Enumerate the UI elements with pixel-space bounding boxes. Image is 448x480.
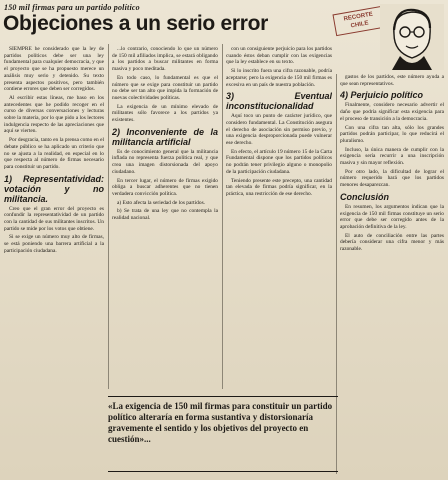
paragraph: SIEMPRE he considerado que la ley de partidos políticos debe ser una ley fundamental para cualquier democracia, y que el proyecto que se ha propuesto merece un análisis muy serio y detenido. Su texto presenta aspectos positivos, pero también contiene errores que deben ser corregidos.	[4, 46, 104, 93]
paragraph: En todo caso, lo fundamental es que el número que se exige para constituir un partido no debe ser tan alto que impida la formación de nuevas colectividades políticas.	[112, 74, 218, 101]
paragraph: Aquí toco un punto de carácter jurídico, que considero fundamental. La Constitución asegura el derecho de asociación sin permiso previo, y una exigencia desproporcionada puede vulnerar ese derecho.	[226, 113, 332, 147]
stamp-line-2: CHILE	[350, 20, 370, 30]
paragraph: El auto de conciliación entre las partes debería considerar una cifra menor y más razonable.	[340, 232, 444, 253]
column-4	[340, 74, 444, 476]
paragraph: Si lo inscrito fuera una cifra razonable, podría aceptarse; pero la exigencia de 150 mil firmas es excesiva en un país de nuestra población.	[226, 68, 332, 88]
paragraph: Finalmente, considero necesario advertir el daño que podría significar esta exigencia para el proceso de transición a la democracia.	[340, 102, 444, 122]
paragraph: Si se exige un número muy alto de firmas, se está poniendo una barrera artificial a la participación ciudadana.	[4, 234, 104, 254]
paragraph: Incluso, la única manera de cumplir con la exigencia sería recurrir a una inscripción masiva y sin mayor reflexión.	[340, 146, 444, 167]
paragraph: En tercer lugar, el número de firmas exigido obliga a buscar adherentes que no tienen verdadera convicción política.	[112, 177, 218, 197]
paragraph: b) Se trata de una ley que no contempla la realidad nacional.	[112, 208, 218, 222]
section-subhead: 3) Eventual inconstitucionalidad	[226, 91, 332, 112]
author-portrait	[380, 4, 444, 70]
paragraph: Por otro lado, la dificultad de lograr el número requerido hará que los partidos menores desaparezcan.	[340, 168, 444, 189]
paragraph: Por desgracia, tanto en la prensa como en el debate público se ha aplicado un criterio que no se ajusta a la realidad, en especial en lo que respecta al número de firmas necesario para constituir un partido.	[4, 137, 104, 170]
article-headline: Objeciones a un serio error	[3, 12, 268, 35]
section-subhead: 2) Inconveniente de la militancia artificial	[112, 126, 218, 147]
section-subhead: 4) Perjuicio político	[340, 90, 424, 101]
paragraph: a) Esto afecta la seriedad de los partidos.	[117, 199, 206, 206]
column-2	[112, 46, 218, 390]
paragraph: ...lo contrario, conociendo lo que un número de 150 mil afiliados implica, se estará obligando a los partidos a buscar militantes en forma masiva y poco meditada.	[112, 46, 218, 73]
column-rule	[108, 44, 109, 389]
paragraph: Al escribir estas líneas, me baso en los antecedentes que he podido recoger en el curso de diversas conversaciones y lecturas sobre la materia, por lo que pido a los lectores indulgencia respecto de las apreciaciones que aquí se vierten.	[4, 94, 104, 135]
archive-stamp	[332, 6, 385, 36]
column-1	[4, 46, 104, 476]
paragraph: con un consiguiente perjuicio para los partidos cuando éstos deban cumplir con las exigencias que la ley establece en su texto.	[226, 46, 332, 66]
paragraph: En efecto, el artículo 19 número 15 de la Carta Fundamental dispone que los partidos políticos no podrán tener privilegio alguno o monopolio de la participación ciudadana.	[226, 148, 332, 175]
column-3	[226, 46, 332, 390]
article-kicker: 150 mil firmas para un partido político	[4, 3, 140, 12]
paragraph: Teniendo presente este precepto, una cantidad tan elevada de firmas podría significar, en la práctica, una restricción de ese derecho.	[226, 177, 332, 197]
column-rule	[222, 44, 223, 389]
paragraph: En resumen, los argumentos indican que la exigencia de 150 mil firmas constituye un serio error que debe ser corregido antes de la aprobación definitiva de la ley.	[340, 203, 444, 230]
stamp-line-1: RECORTE	[343, 11, 374, 23]
paragraph: Creo que el gran error del proyecto es confundir la representatividad de un partido con la cantidad de sus militantes inscritos. Un partido se mide por los votos que obtiene.	[4, 205, 104, 232]
paragraph: Con una cifra tan alta, sólo los grandes partidos podrán participar, lo que reducirá el pluralismo.	[340, 124, 444, 144]
section-subhead: Conclusión	[340, 191, 389, 202]
author-portrait-drawing	[380, 4, 444, 70]
section-subhead: 1) Representatividad: votación y no militancia.	[4, 173, 104, 204]
paragraph: gastos de los partidos, este número ayuda a que sean representativos.	[340, 74, 444, 87]
paragraph: Es de conocimiento general que la militancia inflada no representa fuerza política real, y que crea una imagen distorsionada del apoyo ciudadano.	[112, 148, 218, 175]
paragraph: La exigencia de un mínimo elevado de militantes sólo favorece a los partidos ya existentes.	[112, 103, 218, 124]
pull-quote: «La exigencia de 150 mil firmas para constituir un partido político alteraría en forma sustantiva y distorsionaría gravemente el sentido y los objetivos del proyecto en cuestión»...	[108, 396, 338, 472]
